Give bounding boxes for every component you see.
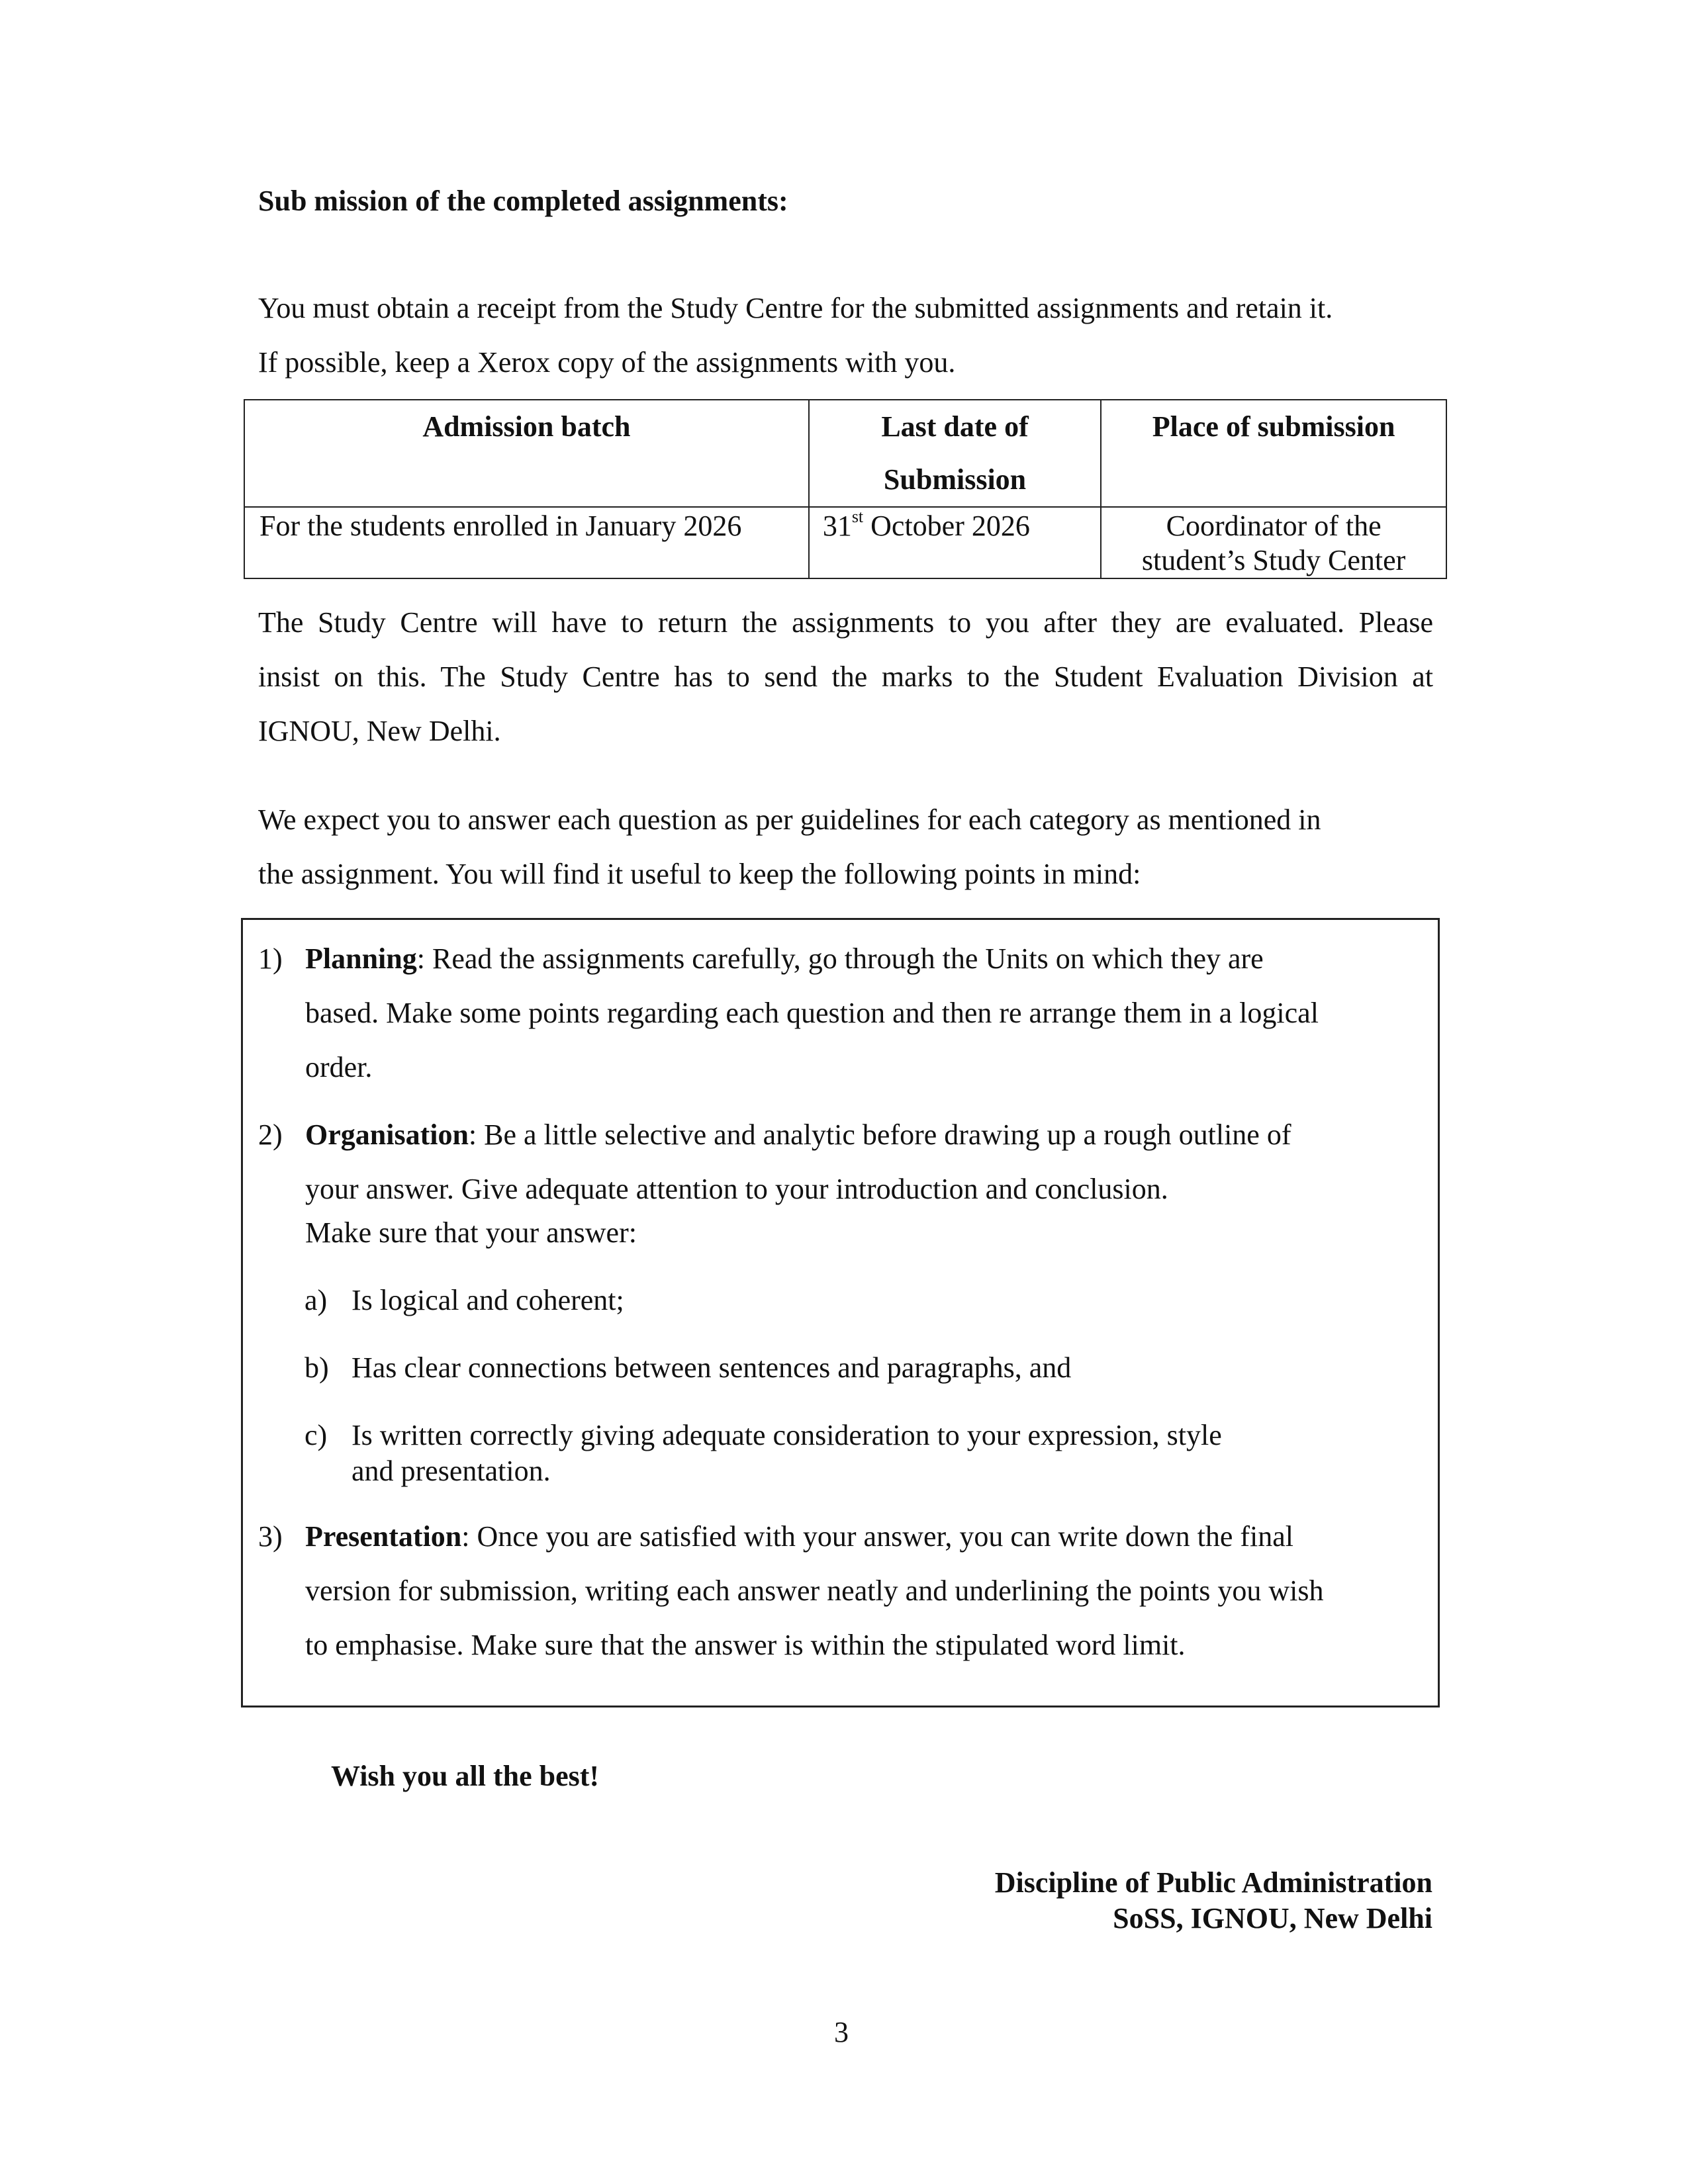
guideline-number: 2) bbox=[258, 1118, 283, 1151]
intro-line-2: If possible, keep a Xerox copy of the assignments with you. bbox=[258, 346, 956, 379]
document-page: Sub mission of the completed assignments: You must obtain a receipt from the Study Centre for the submitted assignments and retain it. If possible, keep a Xerox copy of the assignments with you. Admission batch Last date of Submission Place of submission For the students enrolled in January 2026 31st October 2026 Coordinator of the student’s Study Center The Study Centre will have to return the assignments to you after they are evaluated. Please insist on this. The Study Centre has to send the marks to the Student Evaluation Division at IGNOU, New Delhi. We expect you to answer each question as per guidelines for each category as mentioned in the assignment. You will find it useful to keep the following points in mind: 1) Planning: Read the assignments carefully, go through the Units on which they are based. Make some points regarding each question and then re arrange them in a logical order. 2) Organisation: Be a little selective and analytic before drawing up a rough outline of your answer. Give adequate attention to your introduction and conclusion. Make sure that your answer: a) Is logical and coherent; b) Has clear connections between sentences and paragraphs, and c) Is written correctly giving adequate consideration to your expression, style and presentation. 3) Presentation: Once you are satisfied with your answer, you can write down the final version for submission, writing each answer neatly and underlining the points you wish to emphasise. Make sure that the answer is within the stipulated word limit. Wish you all the best! Discipline of Public Administration SoSS, IGNOU, New Delhi 3 bbox=[0, 0, 1688, 2184]
guideline-title: Organisation bbox=[305, 1118, 469, 1151]
submission-table bbox=[244, 399, 1447, 579]
header-place-of-submission: Place of submission bbox=[1101, 400, 1446, 507]
guideline-number: 3) bbox=[258, 1520, 283, 1553]
signature-line-1: Discipline of Public Administration bbox=[994, 1866, 1432, 1899]
expect-paragraph bbox=[258, 793, 1433, 901]
return-paragraph bbox=[258, 596, 1433, 758]
return-line-2: insist on this. The Study Centre has to send the marks to the Student Evaluation Division at bbox=[258, 660, 1433, 693]
expect-line-1: We expect you to answer each question as per guidelines for each category as mentioned in bbox=[258, 803, 1321, 836]
table-header-row bbox=[244, 400, 1446, 507]
intro-paragraph bbox=[258, 281, 1433, 390]
intro-line-1: You must obtain a receipt from the Study Centre for the submitted assignments and retain it. bbox=[258, 292, 1333, 324]
header-last-date: Last date of Submission bbox=[809, 400, 1101, 507]
signature-block bbox=[995, 1865, 1432, 1936]
cell-admission-batch: For the students enrolled in January 2026 bbox=[244, 507, 809, 578]
return-line-1: The Study Centre will have to return the assignments to you after they are evaluated. Please bbox=[258, 606, 1433, 639]
signature-line-2: SoSS, IGNOU, New Delhi bbox=[1113, 1902, 1432, 1934]
page-number: 3 bbox=[834, 2016, 849, 2048]
return-line-3: IGNOU, New Delhi. bbox=[258, 715, 501, 747]
closing-wish: Wish you all the best! bbox=[331, 1760, 600, 1792]
expect-line-2: the assignment. You will find it useful to keep the following points in mind: bbox=[258, 858, 1141, 890]
cell-place-of-submission: Coordinator of the student’s Study Center bbox=[1101, 507, 1446, 578]
cell-last-date: 31st October 2026 bbox=[809, 507, 1101, 578]
section-heading: Sub mission of the completed assignments: bbox=[258, 185, 788, 217]
guideline-title: Presentation bbox=[305, 1520, 462, 1553]
organisation-make-sure: Make sure that your answer: bbox=[305, 1216, 637, 1249]
header-admission-batch: Admission batch bbox=[244, 400, 809, 507]
table-row bbox=[244, 507, 1446, 578]
guideline-title: Planning bbox=[305, 942, 417, 975]
guideline-number: 1) bbox=[258, 942, 283, 975]
